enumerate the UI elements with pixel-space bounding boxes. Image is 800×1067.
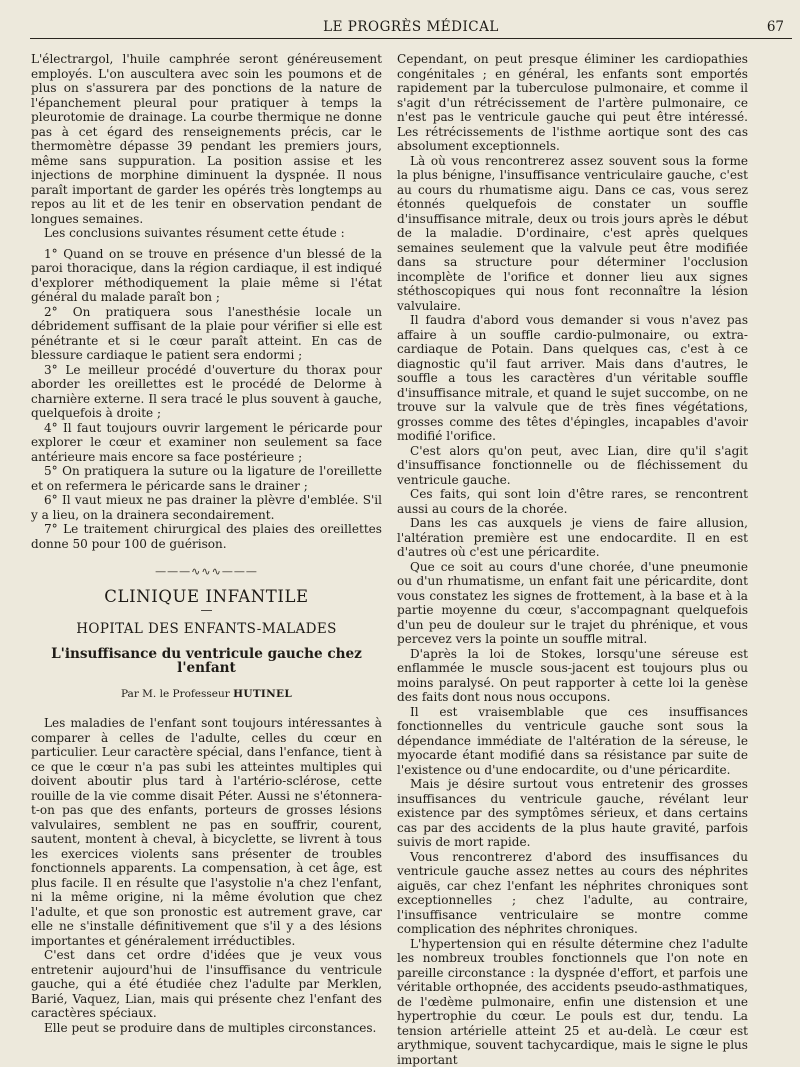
conclusion-item: 2° On pratiquera sous l'anesthésie locale un débridement suffisant de la plaie pour vérifier si elle est pénétrante et si le cœur paraît atteint. En cas de blessure cardiaque le patient sera endormi ; — [31, 305, 382, 363]
byline — [31, 687, 382, 702]
paragraph: Il est vraisemblable que ces insuffisances fonctionnelles du ventricule gauche sont sous la dépendance immédiate de l'altération de la séreuse, le myocarde étant modifié dans sa résistance par suite de l'existence ou d'une endocardite, ou d'une péricardite. — [397, 705, 748, 778]
author-name: HUTINEL — [233, 688, 292, 700]
paragraph: C'est alors qu'on peut, avec Lian, dire qu'il s'agit d'insuffisance fonctionnelle ou de fléchissement du ventricule gauche. — [397, 444, 748, 488]
paragraph: C'est dans cet ordre d'idées que je veux vous entretenir aujourd'hui de l'insuffisance du ventricule gauche, qui a été étudiée chez l'adulte par Merklen, Barié, Vaquez, Lian, mais qui présente chez l'enfant des caractères spéciaux. — [31, 948, 382, 1021]
page-header — [30, 18, 792, 39]
conclusion-item: 6° Il vaut mieux ne pas drainer la plèvre d'emblée. S'il y a lieu, on la drainera secondairement. — [31, 493, 382, 522]
paragraph: Les maladies de l'enfant sont toujours intéressantes à comparer à celles de l'adulte, celles du cœur en particulier. Leur caractère spécial, dans l'enfance, tient à ce que le cœur n'a pas subi les atteintes multiples qui doivent aboutir plus tard à l'artério-sclérose, cette rouille de la vie comme disait Péter. Aussi ne s'étonnera-t-on pas que des enfants, porteurs de grosses lésions valvulaires, semblent ne pas en souffrir, courent, sautent, montent à cheval, à bicyclette, se livrent à tous les exercices violents sans présenter de troubles fonctionnels apparents. La compensation, à cet âge, est plus facile. Il en résulte que l'asystolie n'a chez l'enfant, ni la même origine, ni la même évolution que chez l'adulte, et que son pronostic est autrement grave, car elle ne s'installe définitivement que s'il y a des lésions importantes et généralement irréductibles. — [31, 716, 382, 948]
paragraph: L'électrargol, l'huile camphrée seront généreusement employés. L'on auscultera avec soin les poumons et de plus on s'assurera par des ponctions de la nature de l'épanchement pleural pour pratiquer à temps la pleurotomie de drainage. La courbe thermique ne donne pas à cet égard des renseignements précis, car le thermomètre dépasse 39 pendant les premiers jours, même sans suppuration. La position assise et les injections de morphine diminuent la dyspnée. Il nous paraît important de garder les opérés très longtemps au repos au lit et de les tenir en observation pendant de longues semaines. — [31, 52, 382, 226]
paragraph: Vous rencontrerez d'abord des insuffisances du ventricule gauche assez nettes au cours des néphrites aiguës, car chez l'enfant les néphrites chroniques sont exceptionnelles ; chez l'adulte, au contraire, l'insuffisance ventriculaire se montre comme complication des néphrites chroniques. — [397, 850, 748, 937]
section-title: CLINIQUE INFANTILE — [31, 590, 382, 605]
paragraph: Dans les cas auxquels je viens de faire allusion, l'altération première est une endocardite. Il en est d'autres où c'est une péricardite. — [397, 516, 748, 560]
article-title: L'insuffisance du ventricule gauche chez l'enfant — [31, 647, 382, 676]
paragraph: Ces faits, qui sont loin d'être rares, se rencontrent aussi au cours de la chorée. — [397, 487, 748, 516]
section-dash: — — [31, 606, 382, 614]
right-column — [397, 52, 748, 1022]
paragraph: L'hypertension qui en résulte détermine chez l'adulte les nombreux troubles fonctionnels que l'on note en pareille circonstance : la dyspnée d'effort, et parfois une véritable orthopnée, des accidents pseudo-asthmatiques, de l'œdème pulmonaire, enfin une distension et une hypertrophie du cœur. Le pouls est dur, tendu. La tension artérielle atteint 25 et au-delà. Le cœur est arythmique, souvent tachycardique, mais le signe le plus important — [397, 937, 748, 1067]
conclusion-item: 3° Le meilleur procédé d'ouverture du thorax pour aborder les oreillettes est le procédé de Delorme à charnière externe. Il sera tracé le plus souvent à gauche, quelquefois à droite ; — [31, 363, 382, 421]
paragraph: Elle peut se produire dans de multiples circonstances. — [31, 1021, 382, 1036]
conclusion-item: 7° Le traitement chirurgical des plaies des oreillettes donne 50 pour 100 de guérison. — [31, 522, 382, 551]
left-column — [31, 52, 382, 1022]
paragraph: Mais je désire surtout vous entretenir des grosses insuffisances du ventricule gauche, révélant leur existence par des symptômes sérieux, et dans certains cas par des accidents de la plus haute gravité, parfois suivis de mort rapide. — [397, 777, 748, 850]
paragraph: Là où vous rencontrerez assez souvent sous la forme la plus bénigne, l'insuffisance ventriculaire gauche, c'est au cours du rhumatisme aigu. Dans ce cas, vous serez étonnés quelquefois de constater un souffle d'insuffisance mitrale, deux ou trois jours après le début de la maladie. D'ordinaire, c'est après quelques semaines seulement que la valvule peut être modifiée dans sa structure pour déterminer l'occlusion incomplète de l'orifice et donner lieu aux signes stéthoscopiques qui nous font reconnaître la lésion valvulaire. — [397, 154, 748, 314]
paragraph: Cependant, on peut presque éliminer les cardiopathies congénitales ; en général, les enfants sont emportés rapidement par la tuberculose pulmonaire, et comme il s'agit d'un rétrécissement de l'artère pulmonaire, ce n'est pas le ventricule gauche qui peut être intéressé. Les rétrécissements de l'isthme aortique sont des cas absolument exceptionnels. — [397, 52, 748, 154]
paragraph: D'après la loi de Stokes, lorsqu'une séreuse est enflammée le muscle sous-jacent est toujours plus ou moins paralysé. On peut rapporter à cette loi la genèse des faits dont nous nous occupons. — [397, 647, 748, 705]
conclusion-item: 4° Il faut toujours ouvrir largement le péricarde pour explorer le cœur et examiner non seulement sa face antérieure mais encore sa face postérieure ; — [31, 421, 382, 465]
conclusion-item: 5° On pratiquera la suture ou la ligature de l'oreillette et on refermera le péricarde sans le drainer ; — [31, 464, 382, 493]
paragraph: Que ce soit au cours d'une chorée, d'une pneumonie ou d'un rhumatisme, un enfant fait une péricardite, dont vous constatez les signes de frottement, à la base et à la partie moyenne du cœur, s'accompagnant quelquefois d'un peu de douleur sur le trajet du phrénique, et vous percevez vers la pointe un souffle mitral. — [397, 560, 748, 647]
page-number: 67 — [767, 19, 784, 35]
section-ornament: ———∿∿∿——— — [31, 565, 382, 580]
paragraph: Les conclusions suivantes résument cette étude : — [31, 226, 382, 241]
journal-title: LE PROGRÈS MÉDICAL — [30, 19, 792, 35]
paragraph: Il faudra d'abord vous demander si vous n'avez pas affaire à un souffle cardio-pulmonaire, ou extra-cardiaque de Potain. Dans quelques cas, c'est à ce diagnostic qu'il faut arriver. Mais dans d'autres, le souffle a tous les caractères d'un véritable souffle d'insuffisance mitrale, et quand le sujet succombe, on ne trouve sur la valvule que de très fines végétations, grosses comme des têtes d'épingles, incapables d'avoir modifié l'orifice. — [397, 313, 748, 444]
byline-prefix: Par M. le Professeur — [121, 688, 230, 700]
hospital-name: HOPITAL DES ENFANTS-MALADES — [31, 622, 382, 637]
conclusion-item: 1° Quand on se trouve en présence d'un blessé de la paroi thoracique, dans la région cardiaque, il est indiqué d'explorer méthodiquement la plaie même si l'état général du malade paraît bon ; — [31, 247, 382, 305]
